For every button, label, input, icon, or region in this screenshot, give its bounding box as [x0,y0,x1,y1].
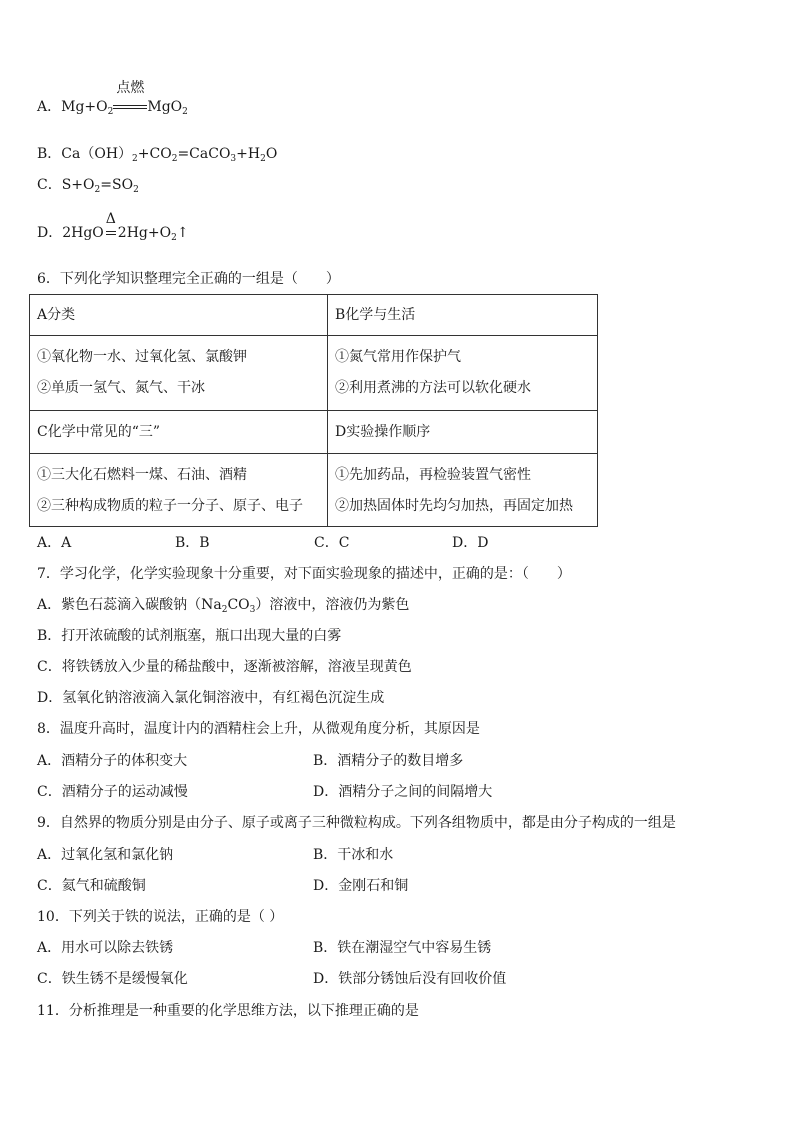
knowledge-table [29,294,598,527]
q7-option-d: D．氢氧化钠溶液滴入氯化铜溶液中，有红褐色沉淀生成 [37,690,385,706]
q9-stem: 9．自然界的物质分别是由分子、原子或离子三种微粒构成。下列各组物质中，都是由分子构成的一组是 [37,815,676,831]
q7-option-c: C．将铁锈放入少量的稀盐酸中，逐渐被溶解，溶液呈现黄色 [37,659,412,675]
reaction-condition-heat: Δ [106,224,116,242]
q9-option-b: B．干冰和水 [313,847,394,863]
q5-option-a: A．$Mg+O_2$ 点燃 MgO$_2$ [37,80,188,117]
q6-option-d: D．D [452,535,489,551]
q7-option-b: B．打开浓硫酸的试剂瓶塞，瓶口出现大量的白雾 [37,628,342,644]
q7-option-a: A．紫色石蕊滴入碳酸钠$(Na_2CO_3)$溶液中，溶液仍为紫色 [37,597,410,615]
q10-option-a: A．用水可以除去铁锈 [37,940,174,956]
q8-option-b: B．酒精分子的数目增多 [313,753,464,769]
q10-option-d: D．铁部分锈蚀后没有回收价值 [313,971,507,987]
q9-option-c: C．氦气和硫酸铜 [37,878,146,894]
q10-stem: 10．下列关于铁的说法，正确的是（ ） [37,909,284,925]
cell-d-head: D实验操作顺序 [328,411,598,454]
cell-a-items: ①氧化物一水、过氧化氢、氯酸钾 ②单质一氢气、氮气、干冰 [30,336,328,411]
q9-option-d: D．金刚石和铜 [313,878,409,894]
q6-stem: 6．下列化学知识整理完全正确的一组是（ ） [37,271,340,287]
cell-c-head: C化学中常见的“三” [30,411,328,454]
q9-option-a: A．过氧化氢和氯化钠 [37,847,174,863]
q5-option-c: C．$S+O_2=SO_2$ [37,177,139,195]
q5-option-d: D．2HgO Δ $2Hg+O_2↑$ [37,211,189,243]
cell-d-items: ①先加药品，再检验装置气密性 ②加热固体时先均匀加热，再固定加热 [328,454,598,527]
cell-a-head: A分类 [30,295,328,336]
q6-option-b: B．B [175,535,210,551]
q8-option-c: C．酒精分子的运动减慢 [37,784,188,800]
q5-option-b: B．$Ca(OH)_2+CO_2=CaCO_3+H_2O$ [37,146,278,164]
cell-b-head: B化学与生活 [328,295,598,336]
q8-stem: 8．温度升高时，温度计内的酒精柱会上升，从微观角度分析，其原因是 [37,721,480,737]
q6-option-c: C．C [314,535,350,551]
q7-stem: 7．学习化学，化学实验现象十分重要，对下面实验现象的描述中，正确的是：（ ） [37,566,571,582]
q8-option-a: A．酒精分子的体积变大 [37,753,188,769]
q10-option-c: C．铁生锈不是缓慢氧化 [37,971,188,987]
q11-stem: 11．分析推理是一种重要的化学思维方法，以下推理正确的是 [37,1003,419,1019]
q8-option-d: D．酒精分子之间的间隔增大 [313,784,493,800]
q10-option-b: B．铁在潮湿空气中容易生锈 [313,940,492,956]
q6-option-a: A．A [37,535,72,551]
reaction-condition-ignite: 点燃 [113,98,147,116]
cell-c-items: ①三大化石燃料一煤、石油、酒精 ②三种构成物质的粒子一分子、原子、电子 [30,454,328,527]
cell-b-items: ①氮气常用作保护气 ②利用煮沸的方法可以软化硬水 [328,336,598,411]
